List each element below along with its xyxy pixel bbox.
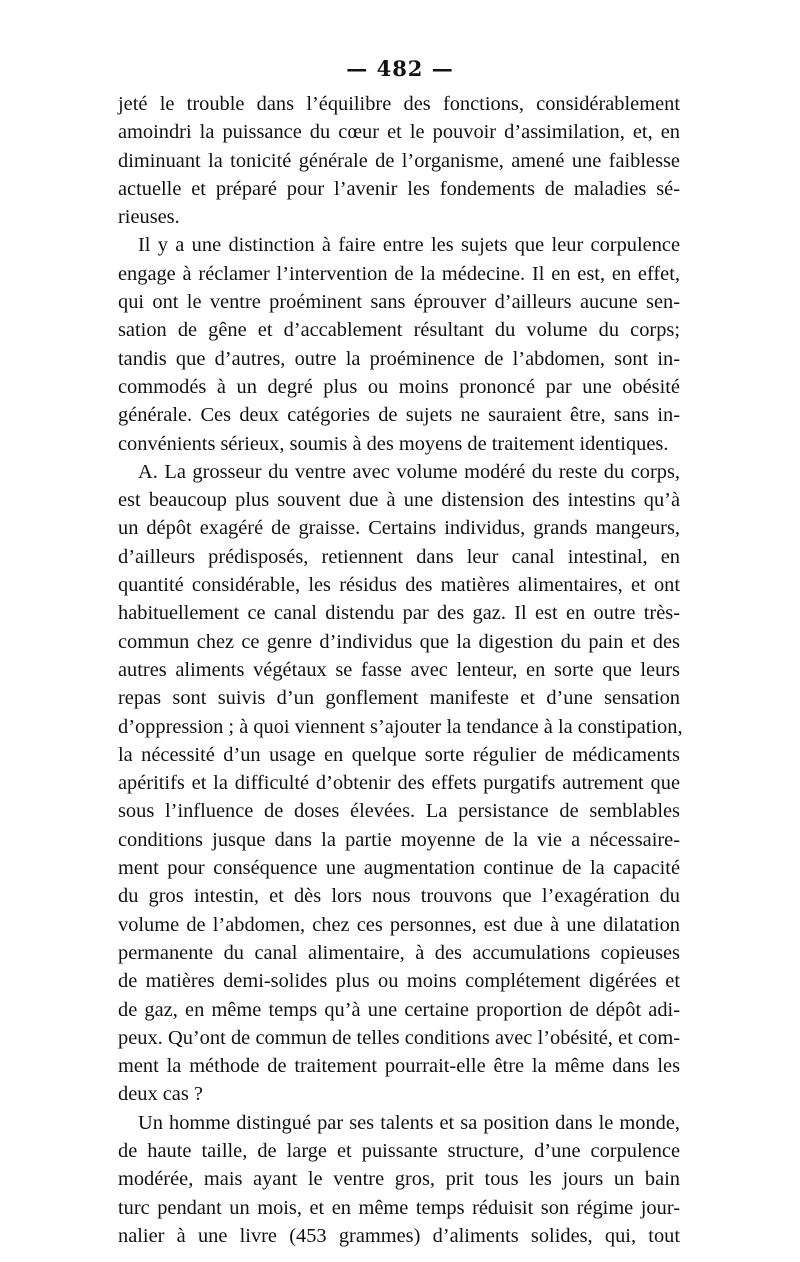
text-line: nalier à une livre (453 grammes) d’aliments solides, qui, tout (118, 1224, 680, 1247)
text-line: volume de l’abdomen, chez ces personnes, est due à une dilatation (118, 913, 680, 936)
text-line: tandis que d’autres, outre la proéminence de l’abdomen, sont in- (118, 347, 680, 370)
text-line: qui ont le ventre proéminent sans éprouver d’ailleurs aucune sen- (118, 291, 680, 314)
text-line: est beaucoup plus souvent due à une distension des intestins qu’à (118, 489, 680, 512)
page-number: — 482 — (346, 56, 454, 81)
text-line: d’oppression ; à quoi viennent s’ajouter la tendance à la constipation, (118, 715, 683, 738)
text-line: sous l’influence de doses élevées. La persistance de semblables (118, 800, 680, 823)
text-line: Un homme distingué par ses talents et sa position dans le monde, (138, 1111, 680, 1134)
text-line: conditions jusque dans la partie moyenne de la vie a nécessaire- (118, 828, 680, 851)
text-line: jeté le trouble dans l’équilibre des fonctions, considérablement (118, 93, 680, 115)
text-line: peux. Qu’ont de commun de telles conditions avec l’obésité, et com- (118, 1026, 680, 1049)
text-line: apéritifs et la difficulté d’obtenir des effets purgatifs autrement que (118, 772, 680, 795)
text-line: turc pendant un mois, et en même temps réduisit son régime jour- (118, 1196, 680, 1219)
text-line: rieuses. (118, 206, 180, 229)
text-line: du gros intestin, et dès lors nous trouvons que l’exagération du (118, 885, 680, 908)
text-line: diminuant la tonicité générale de l’organisme, amené une faiblesse (118, 149, 680, 172)
text-line: la nécessité d’un usage en quelque sorte régulier de médicaments (118, 743, 680, 766)
text-line: actuelle et préparé pour l’avenir les fondements de maladies sé- (118, 177, 680, 200)
text-line: de matières demi-solides plus ou moins complétement digérées et (118, 970, 680, 993)
text-line: amoindri la puissance du cœur et le pouvoir d’assimilation, et, en (118, 121, 680, 144)
text-line: autres aliments végétaux se fasse avec lenteur, en sorte que leurs (118, 658, 680, 681)
paragraph (118, 90, 680, 231)
paragraph (118, 458, 683, 1109)
text-line: de haute taille, de large et puissante structure, d’une corpulence (118, 1139, 680, 1162)
text-line: repas sont suivis d’un gonflement manifeste et d’une sensation (118, 687, 680, 710)
paragraph (118, 231, 680, 457)
text-line: un dépôt exagéré de graisse. Certains individus, grands mangeurs, (118, 517, 680, 540)
text-line: ment pour conséquence une augmentation continue de la capacité (118, 857, 680, 880)
text-line: Il y a une distinction à faire entre les sujets que leur corpulence (138, 234, 680, 257)
body-text (118, 90, 683, 1250)
text-line: deux cas ? (118, 1083, 203, 1106)
text-line: de gaz, en même temps qu’à une certaine proportion de dépôt adi- (118, 998, 680, 1021)
text-line: d’ailleurs prédisposés, retiennent dans leur canal intestinal, en (118, 545, 680, 568)
text-line: permanente du canal alimentaire, à des accumulations copieuses (118, 941, 680, 964)
text-line: modérée, mais ayant le ventre gros, prit tous les jours un bain (118, 1168, 680, 1191)
text-line: générale. Ces deux catégories de sujets ne sauraient être, sans in- (118, 404, 680, 427)
text-line: habituellement ce canal distendu par des gaz. Il est en outre très- (118, 602, 680, 625)
text-line: A. La grosseur du ventre avec volume modéré du reste du corps, (138, 460, 680, 483)
text-line: convénients sérieux, soumis à des moyens de traitement identiques. (118, 432, 669, 455)
paragraph (118, 1109, 680, 1250)
text-line: commodés à un degré plus ou moins prononcé par une obésité (118, 375, 680, 398)
text-line: ment la méthode de traitement pourrait-elle être la même dans les (118, 1055, 680, 1078)
text-line: sation de gêne et d’accablement résultant du volume du corps; (118, 319, 680, 342)
text-line: engage à réclamer l’intervention de la médecine. Il en est, en effet, (118, 262, 680, 285)
text-line: quantité considérable, les résidus des matières alimentaires, et ont (118, 574, 680, 597)
text-line: commun chez ce genre d’individus que la digestion du pain et des (118, 630, 680, 653)
